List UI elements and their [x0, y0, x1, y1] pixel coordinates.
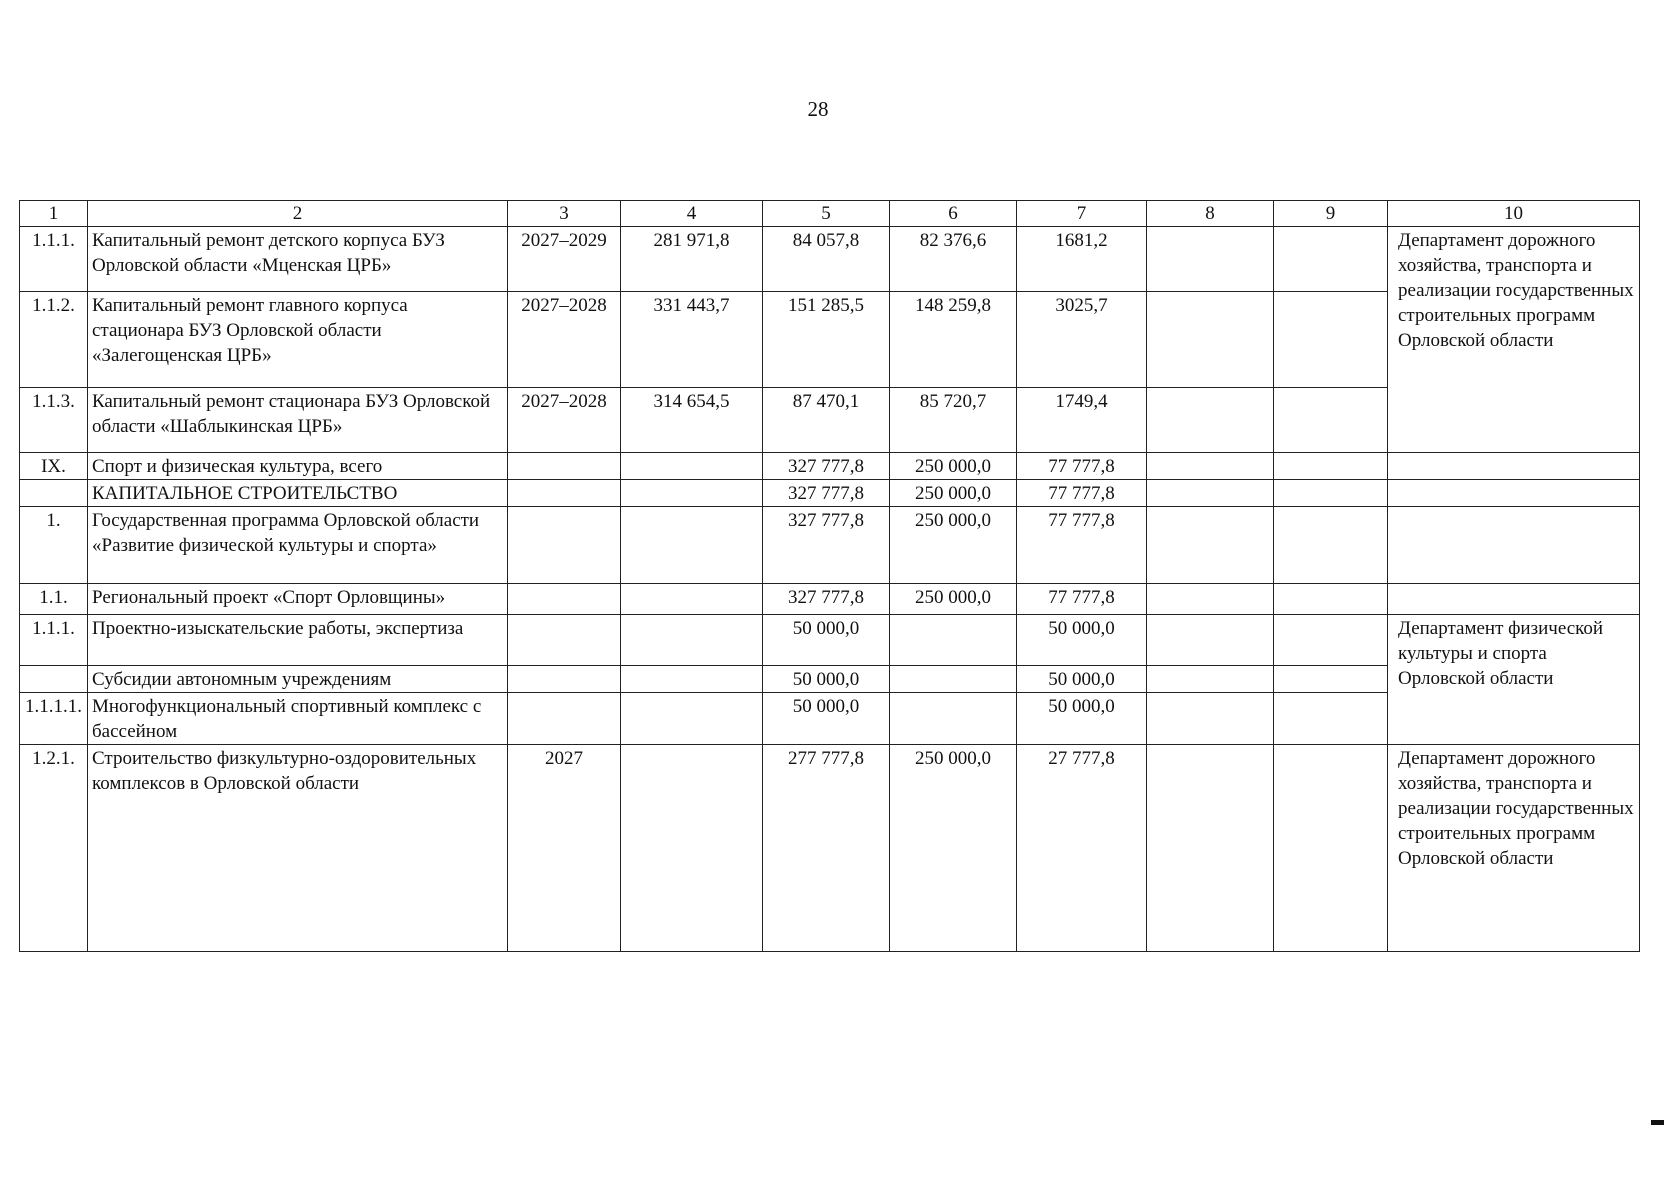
row-col6: 250 000,0	[890, 584, 1017, 615]
row-col6: 85 720,7	[890, 388, 1017, 453]
row-period	[508, 693, 621, 745]
row-name: Капитальный ремонт главного корпуса стационара БУЗ Орловской области «Залегощенская ЦРБ»	[88, 292, 508, 388]
row-number: 1.1.1.	[20, 227, 88, 292]
row-col7: 50 000,0	[1017, 693, 1147, 745]
row-col7: 77 777,8	[1017, 453, 1147, 480]
row-col4	[621, 666, 763, 693]
row-number	[20, 666, 88, 693]
row-col6: 250 000,0	[890, 745, 1017, 952]
row-col5: 277 777,8	[763, 745, 890, 952]
row-col8	[1147, 666, 1274, 693]
row-col4	[621, 584, 763, 615]
row-col4	[621, 453, 763, 480]
responsible-roads-department: Департамент дорожного хозяйства, транспорта и реализации государственных строительных программ Орловской области	[1388, 227, 1640, 453]
column-header: 2	[88, 201, 508, 227]
row-col7: 1749,4	[1017, 388, 1147, 453]
row-col6: 82 376,6	[890, 227, 1017, 292]
row-col10	[1388, 453, 1640, 480]
row-col8	[1147, 388, 1274, 453]
row-col4	[621, 615, 763, 666]
row-col6: 250 000,0	[890, 480, 1017, 507]
row-number: 1.1.1.1.	[20, 693, 88, 745]
column-header: 10	[1388, 201, 1640, 227]
row-col7: 50 000,0	[1017, 666, 1147, 693]
row-col10: Департамент дорожного хозяйства, транспорта и реализации государственных строительных программ Орловской области	[1388, 745, 1640, 952]
row-col4	[621, 693, 763, 745]
row-col9	[1274, 292, 1388, 388]
column-header: 3	[508, 201, 621, 227]
row-number: 1.1.	[20, 584, 88, 615]
row-name: Капитальный ремонт стационара БУЗ Орловской области «Шаблыкинская ЦРБ»	[88, 388, 508, 453]
row-period	[508, 584, 621, 615]
row-number: 1.1.3.	[20, 388, 88, 453]
column-header: 4	[621, 201, 763, 227]
row-col8	[1147, 615, 1274, 666]
page-number: 28	[807, 97, 829, 121]
scan-edge-mark	[1651, 1120, 1664, 1125]
row-col7: 3025,7	[1017, 292, 1147, 388]
responsible-sports-department: Департамент физической культуры и спорта Орловской области	[1388, 615, 1640, 745]
row-col6: 148 259,8	[890, 292, 1017, 388]
row-col5: 87 470,1	[763, 388, 890, 453]
row-col9	[1274, 666, 1388, 693]
table-row	[20, 615, 1640, 666]
row-col9	[1274, 507, 1388, 584]
table-row	[20, 584, 1640, 615]
row-name: Региональный проект «Спорт Орловщины»	[88, 584, 508, 615]
row-col8	[1147, 693, 1274, 745]
row-col4: 331 443,7	[621, 292, 763, 388]
row-number	[20, 480, 88, 507]
row-col7: 1681,2	[1017, 227, 1147, 292]
row-col8	[1147, 292, 1274, 388]
row-col9	[1274, 453, 1388, 480]
table-row	[20, 480, 1640, 507]
row-col9	[1274, 584, 1388, 615]
row-col10	[1388, 507, 1640, 584]
budget-table	[19, 200, 1640, 952]
row-col7: 50 000,0	[1017, 615, 1147, 666]
row-col7: 77 777,8	[1017, 584, 1147, 615]
row-col5: 50 000,0	[763, 615, 890, 666]
row-period	[508, 480, 621, 507]
column-header: 1	[20, 201, 88, 227]
row-col6: 250 000,0	[890, 453, 1017, 480]
row-col8	[1147, 584, 1274, 615]
row-col4	[621, 480, 763, 507]
header-row	[20, 201, 1640, 227]
row-col5: 151 285,5	[763, 292, 890, 388]
row-col4: 281 971,8	[621, 227, 763, 292]
column-header: 7	[1017, 201, 1147, 227]
row-col8	[1147, 227, 1274, 292]
row-col6	[890, 666, 1017, 693]
row-col5: 327 777,8	[763, 453, 890, 480]
row-col4	[621, 507, 763, 584]
row-name: Государственная программа Орловской области «Развитие физической культуры и спорта»	[88, 507, 508, 584]
row-number: 1.	[20, 507, 88, 584]
row-period: 2027	[508, 745, 621, 952]
row-period: 2027–2029	[508, 227, 621, 292]
row-col5: 327 777,8	[763, 584, 890, 615]
row-col5: 327 777,8	[763, 480, 890, 507]
row-name: Многофункциональный спортивный комплекс с бассейном	[88, 693, 508, 745]
row-col5: 327 777,8	[763, 507, 890, 584]
row-period	[508, 666, 621, 693]
row-number: IX.	[20, 453, 88, 480]
row-name: Субсидии автономным учреждениям	[88, 666, 508, 693]
row-period	[508, 507, 621, 584]
row-col9	[1274, 615, 1388, 666]
row-name: Проектно-изыскательские работы, экспертиза	[88, 615, 508, 666]
table-row	[20, 745, 1640, 952]
row-col9	[1274, 745, 1388, 952]
row-col8	[1147, 480, 1274, 507]
table-row	[20, 227, 1640, 292]
row-name: КАПИТАЛЬНОЕ СТРОИТЕЛЬСТВО	[88, 480, 508, 507]
row-number: 1.1.2.	[20, 292, 88, 388]
row-col5: 50 000,0	[763, 666, 890, 693]
table-row	[20, 453, 1640, 480]
row-col8	[1147, 745, 1274, 952]
column-header: 6	[890, 201, 1017, 227]
row-col10	[1388, 480, 1640, 507]
row-col6: 250 000,0	[890, 507, 1017, 584]
row-col6	[890, 615, 1017, 666]
row-name: Строительство физкультурно-оздоровительных комплексов в Орловской области	[88, 745, 508, 952]
row-col4: 314 654,5	[621, 388, 763, 453]
row-col9	[1274, 480, 1388, 507]
row-col8	[1147, 507, 1274, 584]
column-header: 8	[1147, 201, 1274, 227]
row-col6	[890, 693, 1017, 745]
row-period	[508, 453, 621, 480]
row-col9	[1274, 227, 1388, 292]
table-row	[20, 507, 1640, 584]
row-col7: 27 777,8	[1017, 745, 1147, 952]
row-col5: 84 057,8	[763, 227, 890, 292]
row-period: 2027–2028	[508, 292, 621, 388]
row-col5: 50 000,0	[763, 693, 890, 745]
row-col4	[621, 745, 763, 952]
row-period: 2027–2028	[508, 388, 621, 453]
row-col7: 77 777,8	[1017, 480, 1147, 507]
row-number: 1.2.1.	[20, 745, 88, 952]
row-col9	[1274, 388, 1388, 453]
row-col7: 77 777,8	[1017, 507, 1147, 584]
row-col10	[1388, 584, 1640, 615]
row-period	[508, 615, 621, 666]
row-col9	[1274, 693, 1388, 745]
row-number: 1.1.1.	[20, 615, 88, 666]
row-name: Спорт и физическая культура, всего	[88, 453, 508, 480]
row-name: Капитальный ремонт детского корпуса БУЗ Орловской области «Мценская ЦРБ»	[88, 227, 508, 292]
column-header: 5	[763, 201, 890, 227]
column-header: 9	[1274, 201, 1388, 227]
row-col8	[1147, 453, 1274, 480]
